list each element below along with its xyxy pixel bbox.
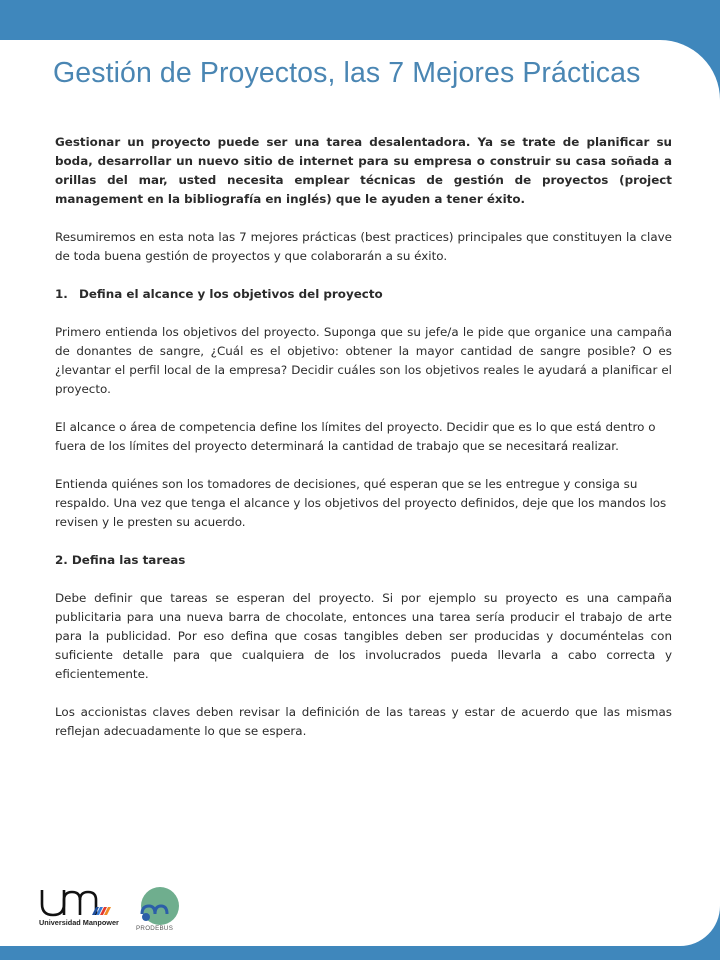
universidad-manpower-logo	[42, 890, 111, 915]
section-1-paragraph-1: Primero entienda los objetivos del proyecto. Suponga que su jefe/a le pide que organice una campaña de donantes de sangre, ¿Cuál es el objetivo: obtener la mayor cantidad de sangre posible? O es ¿levantar el perfil local de la empresa? Decidir cuáles son los objetivos reales le ayudará a planificar el proyecto.	[55, 325, 672, 396]
footer-logos	[38, 884, 198, 940]
article-body	[55, 133, 672, 760]
summary-paragraph: Resumiremos en esta nota las 7 mejores prácticas (best practices) principales que constituyen la clave de toda buena gestión de proyectos y que colaborarán a su éxito.	[55, 230, 672, 263]
section-2-heading: 2. Defina las tareas	[55, 553, 186, 567]
section-1-title: Defina el alcance y los objetivos del proyecto	[79, 287, 383, 301]
section-1-paragraph-3: Entienda quiénes son los tomadores de decisiones, qué esperan que se les entregue y consiga su respaldo. Una vez que tenga el alcance y los objetivos del proyecto definidos, deje que los mandos los revisen y le presten su acuerdo.	[55, 477, 667, 529]
section-1-paragraph-2: El alcance o área de competencia define los límites del proyecto. Decidir que es lo que está dentro o fuera de los límites del proyecto determinará la cantidad de trabajo que se necesitará realizar.	[55, 420, 656, 453]
section-1-heading	[55, 285, 672, 304]
intro-paragraph: Gestionar un proyecto puede ser una tarea desalentadora. Ya se trate de planificar su boda, desarrollar un nuevo sitio de internet para su empresa o construir su casa soñada a orillas del mar, usted necesita emplear técnicas de gestión de proyectos (project management en la bibliografía en inglés) que le ayuden a tener éxito.	[55, 135, 672, 206]
section-1-number: 1.	[55, 287, 68, 301]
prodebus-label: PRODEBUS	[136, 925, 174, 932]
universidad-manpower-label: Universidad Manpower	[39, 918, 119, 927]
section-2-paragraph-2: Los accionistas claves deben revisar la definición de las tareas y estar de acuerdo que las mismas reflejan adecuadamente lo que se espera.	[55, 705, 672, 738]
page-title: Gestión de Proyectos, las 7 Mejores Prácticas	[53, 57, 641, 89]
section-2-paragraph-1: Debe definir que tareas se esperan del proyecto. Si por ejemplo su proyecto es una campaña publicitaria para una nueva barra de chocolate, entonces una tarea sería producir el trabajo de arte para la publicidad. Por eso defina que cosas tangibles deben ser producidas y documéntelas con suficiente detalle para que cualquiera de los involucrados pueda llevarla a cabo correcta y eficientemente.	[55, 591, 672, 681]
prodebus-logo	[141, 887, 179, 925]
